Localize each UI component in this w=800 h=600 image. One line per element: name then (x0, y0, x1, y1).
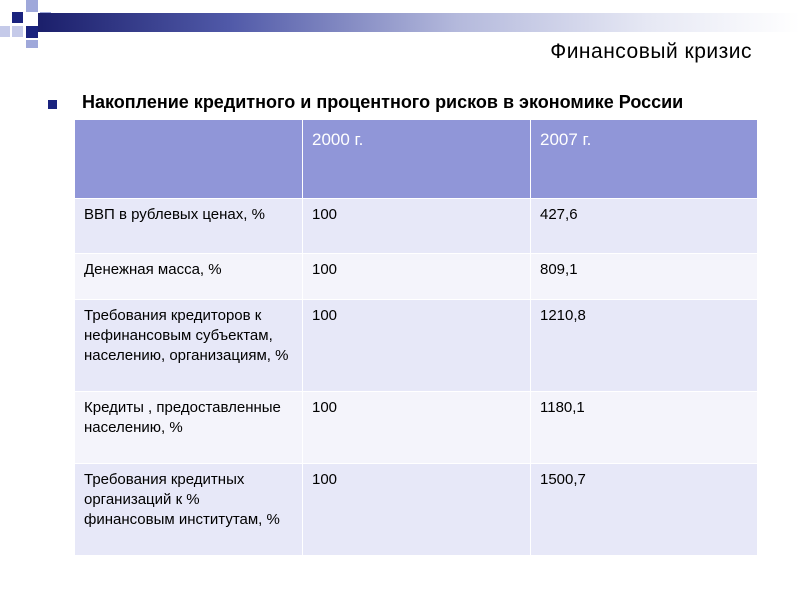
table-header-cell (75, 120, 303, 199)
square-bullet-icon (48, 100, 57, 109)
table-cell-value: 100 (303, 300, 531, 392)
table-header-cell: 2007 г. (531, 120, 758, 199)
slide-subtitle: Накопление кредитного и процентного рисков в экономике России (82, 92, 684, 112)
table-cell-value: 100 (303, 199, 531, 254)
decor-square-7 (0, 26, 10, 37)
table-row (75, 199, 758, 254)
table-cell-value: 100 (303, 464, 531, 556)
table-header-cell: 2000 г. (303, 120, 531, 199)
decor-square-6 (26, 40, 38, 48)
table-row (75, 300, 758, 392)
slide-title: Финансовый кризис (550, 40, 752, 63)
table-header-row (75, 120, 758, 199)
table-cell-value: 100 (303, 392, 531, 464)
table-cell-label: Требования кредитных организаций к % финансовым институтам, % (75, 464, 303, 556)
data-table (74, 119, 758, 556)
decor-square-1 (12, 12, 23, 23)
table-cell-label: ВВП в рублевых ценах, % (75, 199, 303, 254)
decor-square-5 (26, 26, 38, 38)
table-cell-label: Денежная масса, % (75, 254, 303, 300)
decor-square-2 (26, 0, 38, 12)
table-row (75, 392, 758, 464)
table-cell-value: 1180,1 (531, 392, 758, 464)
table-cell-value: 427,6 (531, 199, 758, 254)
table-cell-value: 1210,8 (531, 300, 758, 392)
table-cell-value: 100 (303, 254, 531, 300)
table-cell-label: Требования кредиторов к нефинансовым субъектам, населению, организациям, % (75, 300, 303, 392)
decor-square-4 (12, 26, 23, 37)
header-gradient-bar (38, 13, 800, 32)
table-row (75, 464, 758, 556)
table-cell-label: Кредиты , предоставленные населению, % (75, 392, 303, 464)
table-cell-value: 809,1 (531, 254, 758, 300)
table-row (75, 254, 758, 300)
table-cell-value: 1500,7 (531, 464, 758, 556)
